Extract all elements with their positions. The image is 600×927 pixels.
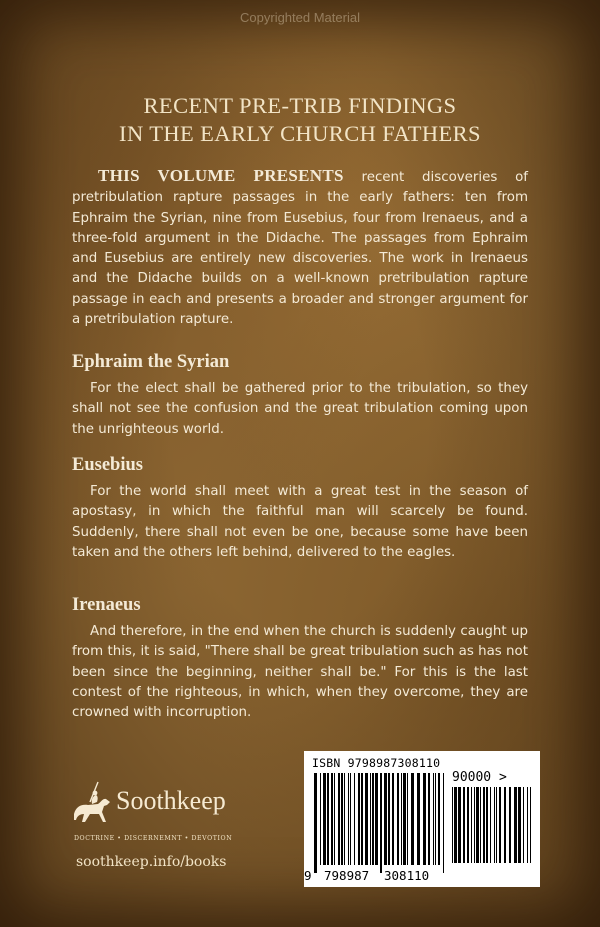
barcode-bar bbox=[509, 787, 511, 863]
price-code: 90000 > bbox=[452, 770, 507, 785]
barcode-bar bbox=[471, 787, 472, 863]
intro-lead: THIS VOLUME PRESENTS bbox=[98, 166, 344, 185]
publisher-logo bbox=[64, 780, 274, 880]
barcode-bar bbox=[490, 787, 491, 863]
barcode-bar bbox=[320, 773, 321, 865]
barcode-bar bbox=[523, 787, 524, 863]
barcode-bar bbox=[518, 787, 521, 863]
barcode-bar bbox=[411, 773, 414, 865]
barcode-bar bbox=[350, 773, 351, 865]
barcode bbox=[304, 751, 540, 887]
barcode-bar bbox=[483, 787, 485, 863]
barcode-bar bbox=[365, 773, 368, 865]
section-quote-eusebius: For the world shall meet with a great test in the season of apostasy, in which the faithful man will scarcely be found. Suddenly, there shall not even be one, because some have been taken and the others left behind, delivered to the eagles. bbox=[72, 484, 528, 560]
barcode-bar bbox=[388, 773, 390, 865]
section-heading-irenaeus: Irenaeus bbox=[72, 595, 141, 615]
price-barcode-bars bbox=[452, 787, 532, 871]
barcode-bar bbox=[428, 773, 430, 865]
barcode-bar bbox=[331, 773, 333, 865]
barcode-bar bbox=[323, 773, 326, 865]
barcode-bar bbox=[372, 773, 374, 865]
barcode-bar bbox=[384, 773, 387, 865]
barcode-bar bbox=[499, 787, 501, 863]
title-line-1: RECENT PRE-TRIB FINDINGS bbox=[143, 93, 457, 118]
barcode-bar bbox=[327, 773, 329, 865]
barcode-bar bbox=[380, 773, 382, 873]
barcode-bar bbox=[438, 773, 440, 865]
publisher-url: soothkeep.info/books bbox=[76, 854, 227, 870]
barcode-bar bbox=[496, 787, 497, 863]
barcode-bar bbox=[392, 773, 394, 865]
barcode-bar bbox=[458, 787, 461, 863]
barcode-bar bbox=[417, 773, 420, 865]
watermark: Copyrighted Material bbox=[240, 10, 360, 25]
barcode-bar bbox=[338, 773, 340, 865]
barcode-bar bbox=[435, 773, 436, 865]
barcode-bar bbox=[401, 773, 402, 865]
barcode-bar bbox=[370, 773, 371, 865]
barcode-bar bbox=[397, 773, 399, 865]
barcode-bar bbox=[375, 773, 378, 865]
barcode-bar bbox=[423, 773, 426, 865]
barcode-bar bbox=[334, 773, 335, 865]
barcode-digit-first: 9 bbox=[304, 868, 312, 883]
section-quote-irenaeus: And therefore, in the end when the church is suddenly caught up from this, it is said, "There shall be great tribulation such as has not been since the beginning, neither shall be." For this is the last contest of the righteous, in which, when they overcome, they are crowned with incorruption. bbox=[72, 624, 528, 721]
title-line-2: IN THE EARLY CHURCH FATHERS bbox=[119, 121, 481, 146]
isbn-barcode-bars bbox=[314, 773, 446, 873]
cover-title bbox=[40, 92, 560, 148]
barcode-bar bbox=[354, 773, 355, 865]
barcode-bar bbox=[494, 787, 495, 863]
barcode-bar bbox=[530, 787, 531, 863]
barcode-bar bbox=[443, 773, 444, 873]
barcode-bar bbox=[407, 773, 408, 865]
intro-paragraph bbox=[72, 166, 528, 330]
isbn-label: ISBN 9798987308110 bbox=[312, 756, 441, 770]
barcode-bar bbox=[486, 787, 488, 863]
barcode-bar bbox=[480, 787, 481, 863]
barcode-bar bbox=[476, 787, 479, 863]
publisher-tagline: DOCTRINE • DISCERNEMNT • DEVOTION bbox=[74, 835, 233, 842]
barcode-digits-left: 798987 bbox=[324, 868, 370, 883]
section-heading-eusebius: Eusebius bbox=[72, 455, 143, 475]
barcode-bar bbox=[358, 773, 360, 865]
barcode-bar bbox=[403, 773, 406, 865]
barcode-bar bbox=[467, 787, 469, 863]
intro-text: recent discoveries of pretribulation rapture passages in the early fathers: ten from Ephraim the Syrian, nine from Eusebius, four from Irenaeus, and a three-fold argument in the Didache. The passages from Ephraim and Eusebius are entirely new discoveries. The work in Irenaeus and the Didache builds on a well-known pretribulation rapture passage in each and presents a broader and stronger argument for a pretribulation rapture. bbox=[72, 170, 528, 328]
barcode-digits-right: 308110 bbox=[384, 868, 430, 883]
section-heading-ephraim: Ephraim the Syrian bbox=[72, 352, 230, 372]
barcode-bar bbox=[433, 773, 434, 865]
barcode-bar bbox=[527, 787, 528, 863]
barcode-bar bbox=[454, 787, 457, 863]
barcode-bar bbox=[463, 787, 465, 863]
barcode-bar bbox=[314, 773, 317, 873]
barcode-bar bbox=[474, 787, 475, 863]
barcode-bar bbox=[452, 787, 453, 863]
publisher-name: Soothkeep bbox=[116, 786, 226, 815]
barcode-bar bbox=[344, 773, 345, 865]
barcode-bar bbox=[348, 773, 349, 865]
barcode-bar bbox=[341, 773, 343, 865]
barcode-bar bbox=[361, 773, 363, 865]
section-quote-ephraim: For the elect shall be gathered prior to the tribulation, so they shall not see the confusion and the great tribulation coming upon the unrighteous world. bbox=[72, 381, 528, 437]
barcode-bar bbox=[504, 787, 506, 863]
barcode-bar bbox=[514, 787, 517, 863]
horse-rider-icon bbox=[68, 780, 118, 830]
